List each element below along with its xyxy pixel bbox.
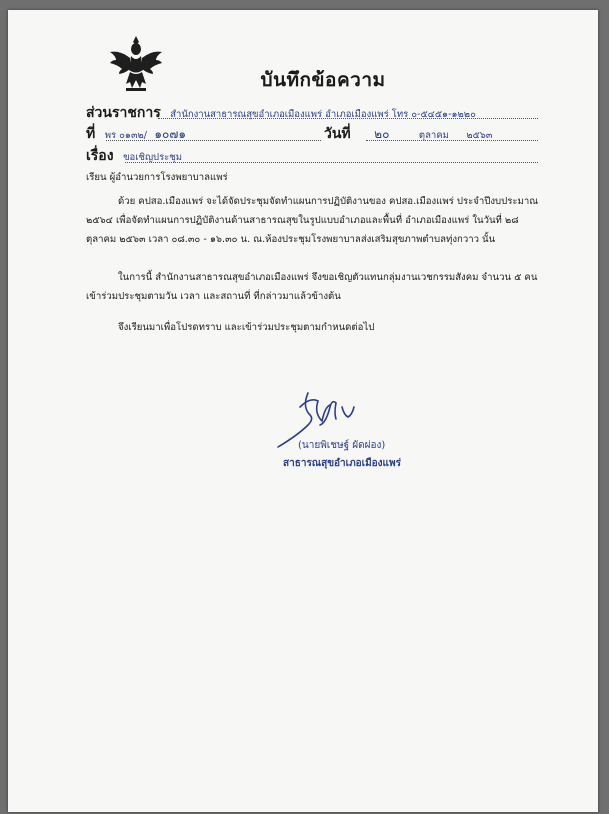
body-paragraph-3 [86,318,548,337]
recipient-line: เรียน ผู้อำนวยการโรงพยาบาลแพร่ [86,172,228,183]
date-month: ตุลาคม [418,130,449,141]
date-group [324,123,492,145]
ref-label: ที่ [86,126,96,142]
body-paragraph-1 [86,192,548,249]
ref-number: ๑๐๗๑ [154,127,186,141]
paragraph-3-text: จึงเรียนมาเพื่อโปรดทราบ และเข้าร่วมประชุมตามกำหนดต่อไป [118,322,375,333]
subject-value: ขอเชิญประชุม [123,152,182,163]
paragraph-2-text: ในการนี้ สำนักงานสาธารณสุขอำเภอเมืองแพร่ จึงขอเชิญตัวแทนกลุ่มงานเวชกรรมสังคม จำนวน ๕ คน เข้าร่วมประชุมตามวัน เวลา และสถานที่ ที่กล่าวมาแล้วข้างต้น [86,272,538,302]
agency-value: สำนักงานสาธารณสุขอำเภอเมืองแพร่ อำเภอเมืองแพร่ โทร ๐-๕๔๕๑-๑๒๒๐ [170,109,476,120]
reference-row [86,123,186,145]
date-label: วันที่ [324,126,351,142]
date-day: ๒๐ [374,127,390,141]
subject-dotted-line [125,162,538,163]
signatory-name: (นายพิเชษฐ์ ผัดผ่อง) [298,440,386,451]
body-paragraph-2 [86,268,548,306]
agency-dotted-line [158,118,538,119]
ref-value: พร ๐๑๓๒/ [104,130,147,141]
agency-row [86,102,476,124]
date-year: ๒๕๖๓ [466,130,493,141]
date-dotted-line [366,140,538,141]
paragraph-1-text: ด้วย คปสอ.เมืองแพร่ จะได้จัดประชุมจัดทำแผนการปฏิบัติงานของ คปสอ.เมืองแพร่ ประจำปีงบประมาณ ๒๕๖๔ เพื่อจัดทำแผนการปฏิบัติงานด้านสาธารณสุขในรูปแบบอำเภอและพื้นที่ อำเภอเมืองแพร่ ในวันที่ ๒๘ ตุลาคม ๒๕๖๓ เวลา ๐๘.๓๐ - ๑๖.๓๐ น. ณ.ห้องประชุมโรงพยาบาลส่งเสริมสุขภาพตำบลทุ่งกวาว นั้น [86,196,539,245]
page-title: บันทึกข้อความ [260,69,386,91]
subject-label: เรื่อง [86,148,114,164]
memo-page [8,10,598,812]
agency-label: ส่วนราชการ [86,105,161,121]
signatory-position: สาธารณสุขอำเภอเมืองแพร่ [283,458,401,469]
ref-dotted-line [106,140,321,141]
subject-row [86,145,182,167]
